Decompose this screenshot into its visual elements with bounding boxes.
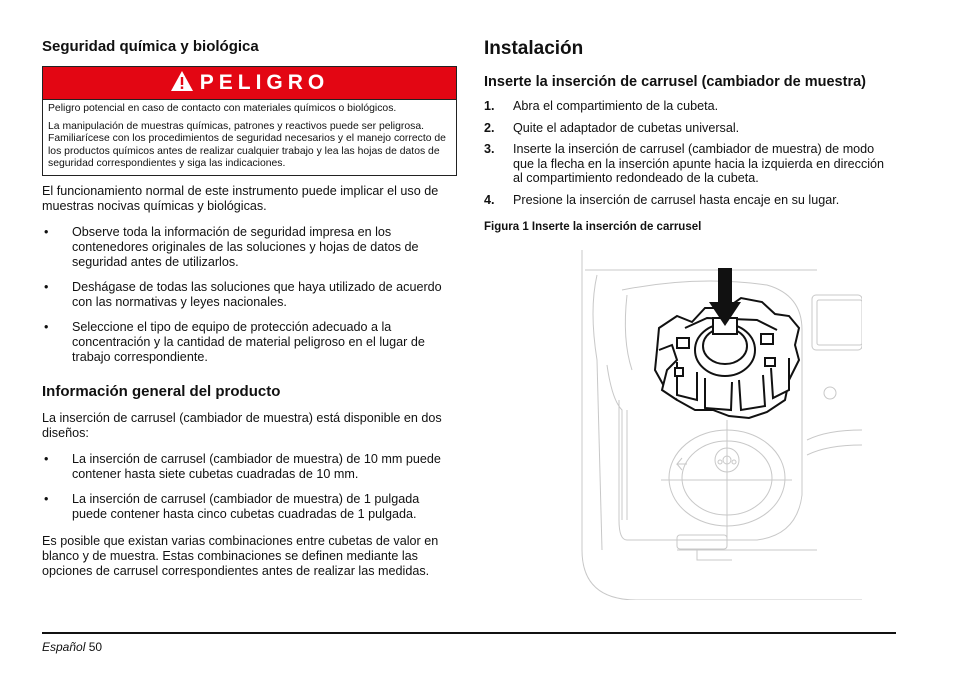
step-number: 4. bbox=[484, 192, 495, 207]
footer-divider bbox=[42, 632, 896, 634]
danger-word: PELIGRO bbox=[199, 71, 330, 94]
step-item bbox=[484, 142, 896, 186]
list-item: • Deshágase de todas las soluciones que haya utilizado de acuerdo con las normativas y leyes nacionales. bbox=[42, 280, 457, 310]
list-item: • La inserción de carrusel (cambiador de muestra) de 1 pulgada puede contener hasta cinco cubetas cuadradas de 1 pulgada. bbox=[42, 492, 457, 522]
page-footer bbox=[42, 640, 102, 654]
step-number: 1. bbox=[484, 99, 495, 113]
step-text: Inserte la inserción de carrusel (cambiador de muestra) de modo que la flecha en la inserción apunte hacia la izquierda en dirección al compartimiento redondeado de la cubeta. bbox=[513, 142, 885, 185]
list-item: • Observe toda la información de seguridad impresa en los contenedores originales de las soluciones y hojas de datos de seguridad antes de utilizarlos. bbox=[42, 225, 457, 270]
paragraph-combinations: Es posible que existan varias combinaciones entre cubetas de valor en blanco y de muestra. Estas combinaciones se definen mediante las opciones de carrusel correspondientes antes de realizar las medidas. bbox=[42, 533, 439, 578]
list-item: • Seleccione el tipo de equipo de protección adecuado a la concentración y la cantidad de material peligroso en el lugar de trabajo correspondiente. bbox=[42, 320, 457, 365]
step-item bbox=[484, 193, 896, 208]
danger-body bbox=[43, 100, 456, 175]
danger-header bbox=[43, 67, 456, 100]
installation-subtitle: Inserte la inserción de carrusel (cambiador de muestra) bbox=[484, 74, 866, 90]
section-title-product-info: Información general del producto bbox=[42, 382, 281, 400]
page-number: 50 bbox=[88, 640, 103, 654]
danger-box bbox=[42, 66, 457, 176]
step-text: Abra el compartimiento de la cubeta. bbox=[513, 99, 719, 113]
carousel-insert-illustration bbox=[527, 250, 862, 600]
footer-language: Español bbox=[42, 640, 86, 654]
safety-bullet-list bbox=[42, 225, 457, 365]
step-text: Quite el adaptador de cubetas universal. bbox=[513, 120, 740, 135]
left-column bbox=[42, 38, 457, 590]
step-text: Presione la inserción de carrusel hasta encaje en su lugar. bbox=[513, 192, 840, 207]
step-item bbox=[484, 99, 896, 114]
step-number: 2. bbox=[484, 120, 495, 135]
paragraph-designs: La inserción de carrusel (cambiador de muestra) está disponible en dos diseños: bbox=[42, 410, 442, 440]
section-title-safety: Seguridad química y biológica bbox=[42, 38, 259, 55]
danger-text-2: La manipulación de muestras químicas, patrones y reactivos puede ser peligrosa. Familiarícese con los procedimientos de seguridad necesarios y el manejo correcto de los productos químicos antes de realizar cualquier trabajo y lea las hojas de datos de seguridad correspondientes y siga las indicaciones. bbox=[48, 120, 446, 169]
danger-text-1: Peligro potencial en caso de contacto con materiales químicos o biológicos. bbox=[48, 103, 397, 114]
designs-bullet-list bbox=[42, 452, 457, 522]
installation-steps bbox=[484, 99, 896, 207]
list-item: • La inserción de carrusel (cambiador de muestra) de 10 mm puede contener hasta siete cubetas cuadradas de 10 mm. bbox=[42, 452, 457, 482]
installation-title: Instalación bbox=[484, 38, 584, 59]
paragraph-safety: El funcionamiento normal de este instrumento puede implicar el uso de muestras nocivas químicas y biológicas. bbox=[42, 183, 439, 213]
step-item bbox=[484, 121, 896, 136]
step-number: 3. bbox=[484, 142, 495, 156]
figure-caption: Figura 1 Inserte la inserción de carrusel bbox=[484, 221, 702, 233]
right-column bbox=[484, 38, 896, 241]
warning-triangle-icon bbox=[170, 70, 194, 97]
